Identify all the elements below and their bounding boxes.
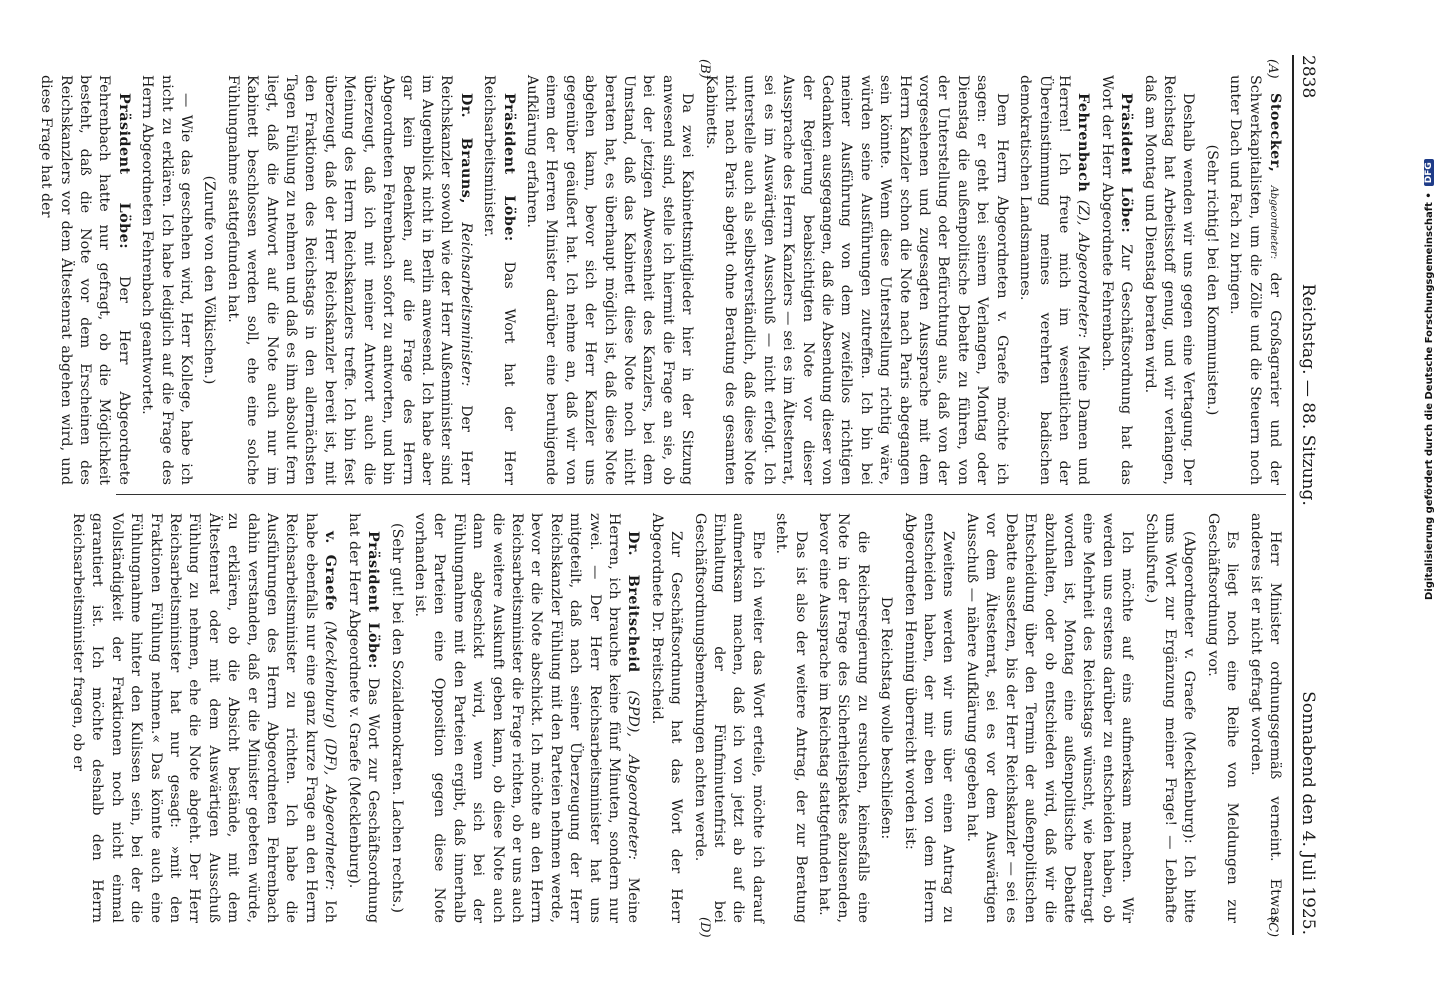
paragraph bbox=[1245, 513, 1284, 923]
interjection: Der Reichstag wolle beschließen: bbox=[878, 596, 895, 840]
paragraph bbox=[1225, 75, 1284, 485]
page-header bbox=[1292, 55, 1332, 935]
interjection: (Sehr gut! bei den Sozialdemokraten. Lachen rechts.) bbox=[388, 523, 405, 913]
paragraph bbox=[36, 75, 133, 485]
speaker-role: (SPD), Abgeordneter: bbox=[625, 690, 642, 860]
page-number: 2838 bbox=[1298, 55, 1318, 99]
margin-marker-d: (D) bbox=[697, 917, 712, 938]
paragraph bbox=[646, 513, 685, 923]
speaker-name: Dr. Brauns, bbox=[457, 93, 474, 204]
paragraph-text: Dem Herrn Abgeordneten v. Graefe möchte ich sagen: er geht bei seinem Verlangen, Montag oder Dienstag die außenpolitische Debatte zu führen, von der Unterstellung oder Befürchtung aus, daß von der vorgesehenen und zugesagten Aussprache mit dem Herrn Kanzler schon die Note nach Paris abgegangen sein könnte. Wenn diese Unterstellung richtig wäre, würden seine Ausführungen zutreffen. Ich bin bei meiner Ausführung von dem zweifellos richtigen Gedanken ausgegangen, daß die Absendung dieser von der Regierung beabsichtigten Note vor dieser Aussprache des Herrn Kanzlers — sei es im Ältestenrat, sei es im Auswärtigen Ausschuß — nicht erfolgt. Ich unterstelle auch als selbstverständlich, daß diese Note nicht nach Paris abgeht ohne Beratung des gesamten Kabinetts. bbox=[702, 75, 1010, 485]
paragraph-text: die Reichsregierung zu ersuchen, keinesfalls eine Note in der Frage des Sicherheitspaktes abzusenden, bevor eine Aussprache im Reichstag stattgefunden hat. bbox=[816, 513, 871, 923]
speaker-name: v. Graefe bbox=[322, 531, 339, 611]
speaker-name: Präsident Löbe: bbox=[115, 93, 132, 250]
paragraph bbox=[771, 513, 810, 923]
paragraph bbox=[1140, 513, 1198, 923]
paragraph bbox=[522, 75, 697, 485]
paragraph bbox=[962, 513, 1137, 923]
paragraph bbox=[689, 513, 767, 923]
paragraph bbox=[479, 75, 518, 485]
speaker-role: Reichsarbeitsminister: bbox=[457, 222, 474, 387]
paragraph bbox=[700, 75, 1011, 485]
left-column bbox=[38, 75, 1284, 486]
session-title: Reichstag. — 88. Sitzung. bbox=[1298, 283, 1318, 506]
paragraph-text: Ich habe ebenfalls nur eine ganz kurze Frage an den Herrn Reichsarbeitsminister zu richten. Ich habe die Ausführungen des Herrn Abgeordneten Fehrenbach dahin verstanden, daß er die Minister gebeten würde, zu erklären, ob die Absicht bestände, mit dem Ältestenrat oder mit dem Auswärtigen Ausschuß Fühlung zu nehmen, ehe die Note abgeht. Der Herr Reichsarbeitsminister hat nur gesagt: »mit den Fraktionen Fühlung nehmen.« Das könnte auch eine Fühlungnahme hinter den Kulissen sein, bei der die Vollständigkeit der Fraktionen noch nicht einmal garantiert ist. Ich möchte deshalb den Herrn Reichsarbeitsminister fragen, ob er bbox=[70, 513, 339, 924]
paragraph bbox=[386, 513, 405, 923]
speaker-name: Präsident Löbe: bbox=[365, 531, 382, 669]
paragraph-text: Es liegt noch eine Reihe von Meldungen zur Geschäftsordnung vor. bbox=[1204, 513, 1241, 923]
paragraph-text: Der Herr Abgeordnete Fehrenbach hatte nur gefragt, ob die Möglichkeit besteht, daß die Note vor dem Erscheinen des Reichskanzlers vor dem Ältestenrat abgehen wird, und diese Frage hat der bbox=[38, 75, 132, 485]
speaker-role: (Z), Abgeordneter: bbox=[1075, 199, 1092, 339]
paragraph bbox=[1015, 75, 1093, 485]
paragraph-text: der Großagrarier und der Schwerkapitalisten, um die Zölle und die Steuern noch unter Dach und Fach zu bringen. bbox=[1227, 75, 1283, 485]
paragraph-text: — Wie das geschehen wird, Herr Kollege, habe ich nicht zu erklären. Ich habe lediglich auf die Frage des Herrn Abgeordneten Fehrenbach geantwortet. bbox=[139, 75, 195, 485]
paragraph bbox=[1096, 75, 1135, 485]
margin-marker-a: (A) bbox=[1265, 59, 1280, 79]
paragraph bbox=[1202, 513, 1241, 923]
paragraph-text: Ich möchte auf eins aufmerksam machen. Wir werden uns erstens darüber zu entscheiden haben, ob eine Mehrheit des Reichstags wünscht, wie beantragt worden ist, Montag eine außenpolitische Debatte abzuhalten, oder ob entschieden wird, daß wir die Entscheidung über den Termin der außenpolitischen Debatte aussetzen, bis der Herr Reichskanzler — sei es vor dem Ältestenrat, sei es vor dem Auswärtigen Ausschuß — nähere Aufklärung gegeben hat. bbox=[963, 513, 1136, 923]
funding-notice: Digitalisierung gefördert durch die Deutsche Forschungsgemeinschaft • bbox=[1423, 192, 1435, 600]
paragraph-text: Herr Minister ordnungsgemäß verneint. Etwas anderes ist er nicht gefragt worden. bbox=[1247, 513, 1283, 923]
rotated-page bbox=[38, 55, 1332, 938]
margin-marker-c: (C) bbox=[1265, 917, 1280, 938]
paragraph-text: (Abgeordneter v. Graefe (Mecklenburg): Ich bitte ums Wort zur Ergänzung meiner Frage! — Lebhafte Schlußrufe.) bbox=[1142, 513, 1198, 923]
dfg-logo: DFG bbox=[1424, 159, 1434, 186]
speaker-name: Fehrenbach bbox=[1075, 93, 1092, 193]
speaker-name: Dr. Breitscheid bbox=[625, 531, 642, 673]
paragraph bbox=[814, 513, 872, 923]
interjection: (Zurufe von den Völkischen.) bbox=[201, 175, 218, 385]
paragraph bbox=[410, 513, 643, 923]
paragraph-text: Meine Damen und Herren! Ich freue mich im wesentlichen der Übereinstimmung meines verehrten badischen demokratischen Landsmannes. bbox=[1017, 75, 1092, 486]
speaker-name: Präsident Löbe: bbox=[500, 93, 517, 242]
paragraph bbox=[876, 513, 895, 923]
speaker-name: Präsident Löbe: bbox=[1118, 93, 1135, 234]
paragraph-text: Zur Geschäftsordnung hat das Wort der Herr Abgeordnete Dr. Breitscheid. bbox=[648, 513, 685, 923]
paragraph-text: Der Herr Reichskanzler sowohl wie der Herr Außenminister sind im Augenblick nicht in Berlin anwesend. Ich habe aber gar kein Bedenken, auf die Frage des Herrn Abgeordneten Fehrenbach sofort zu antworten, und bin überzeugt, daß ich mit meiner Antwort auch die Meinung des Herrn Reichskanzlers treffe. Ich bin fest überzeugt, daß der Herr Reichskanzler bereit ist, mit den Fraktionen des Reichstags in den allernächsten Tagen Fühlung zu nehmen und daß es ihm absolut fern liegt, daß die Antwort auf die Note auch nur im Kabinett beschlossen werden soll, ehe eine solche Fühlungnahme stattgefunden hat. bbox=[224, 75, 474, 485]
paragraph-text: Das ist also der weitere Antrag, der zur Beratung steht. bbox=[773, 513, 809, 923]
interjection: (Sehr richtig! bei den Kommunisten.) bbox=[1203, 144, 1220, 416]
session-date: Sonnabend den 4. Juli 1925. bbox=[1298, 691, 1318, 935]
paragraph-text: Ehe ich weiter das Wort erteile, möchte ich darauf aufmerksam machen, daß ich von jetzt ab auf die Einhaltung der Fünfminutenfrist bei Geschäftsordnungsbemerkungen achten werde. bbox=[691, 513, 766, 923]
paragraph-text: Meine Herren, ich brauche keine fünf Minuten, sondern nur zwei. — Der Herr Reichsarbeitsminister hat uns mitgeteilt, daß nach seiner Überzeugung der Herr Reichskanzler Fühlung mit den Parteien nehmen werde, bevor er die Note abschickt. Ich möchte an den Herrn Reichsarbeitsminister die Frage richten, ob er uns auch die weitere Auskunft geben kann, ob diese Note auch dann abgeschickt wird, wenn sich bei der Fühlungnahme mit den Parteien ergibt, daß innerhalb der Parteien eine Opposition gegen diese Note vorhanden ist. bbox=[411, 513, 642, 924]
speaker-role: Abgeordneter: bbox=[1268, 185, 1279, 260]
paragraph bbox=[1201, 75, 1220, 485]
digitization-sidebar bbox=[1418, 0, 1434, 1000]
paragraph bbox=[199, 75, 218, 485]
paragraph-text: Das Wort hat der Herr Reichsarbeitsminister. bbox=[481, 75, 517, 486]
margin-marker-b: (B) bbox=[697, 59, 712, 79]
column-rule bbox=[116, 494, 1286, 495]
paragraph bbox=[899, 513, 957, 923]
paragraph bbox=[137, 75, 195, 485]
paragraph bbox=[68, 513, 340, 923]
speaker-role: (Mecklenburg) (DF), Abgeordneter: bbox=[322, 620, 339, 891]
paragraph-text: Da zwei Kabinettsmitglieder hier in der Sitzung anwesend sind, stelle ich hiermit die Frage an sie, ob bei der jetzigen Abwesenheit des Kanzlers, bei dem Umstand, daß das Kabinett diese Note noch nicht beraten hat, es überhaupt möglich ist, daß diese Note abgehen kann, bevor sich der Herr Kanzler uns gegenüber geäußert hat. Ich nehme an, daß wir von einem der Herren Minister darüber eine beruhigende Aufklärung erfahren. bbox=[523, 75, 696, 485]
paragraph-text: Zweitens werden wir uns über einen Antrag zu entscheiden haben, der mir eben von dem Herrn Abgeordneten Henning überreicht worden ist: bbox=[901, 513, 957, 923]
paragraph-text: Das Wort zur Geschäftsordnung hat der Herr Abgeordnete v. Graefe (Mecklenburg). bbox=[345, 513, 382, 923]
paragraph-text: Zur Geschäftsordnung hat das Wort der Herr Abgeordnete Fehrenbach. bbox=[1098, 75, 1135, 485]
paragraph bbox=[343, 513, 382, 923]
paragraph bbox=[1139, 75, 1197, 485]
paragraph bbox=[222, 75, 474, 485]
right-column bbox=[70, 513, 1284, 924]
paragraph-text: Deshalb wenden wir uns gegen eine Vertagung. Der Reichstag hat Arbeitsstoff genug, und wir verlangen, daß am Montag und Dienstag beraten wird. bbox=[1141, 75, 1197, 485]
speaker-name: Stoecker, bbox=[1267, 93, 1283, 173]
